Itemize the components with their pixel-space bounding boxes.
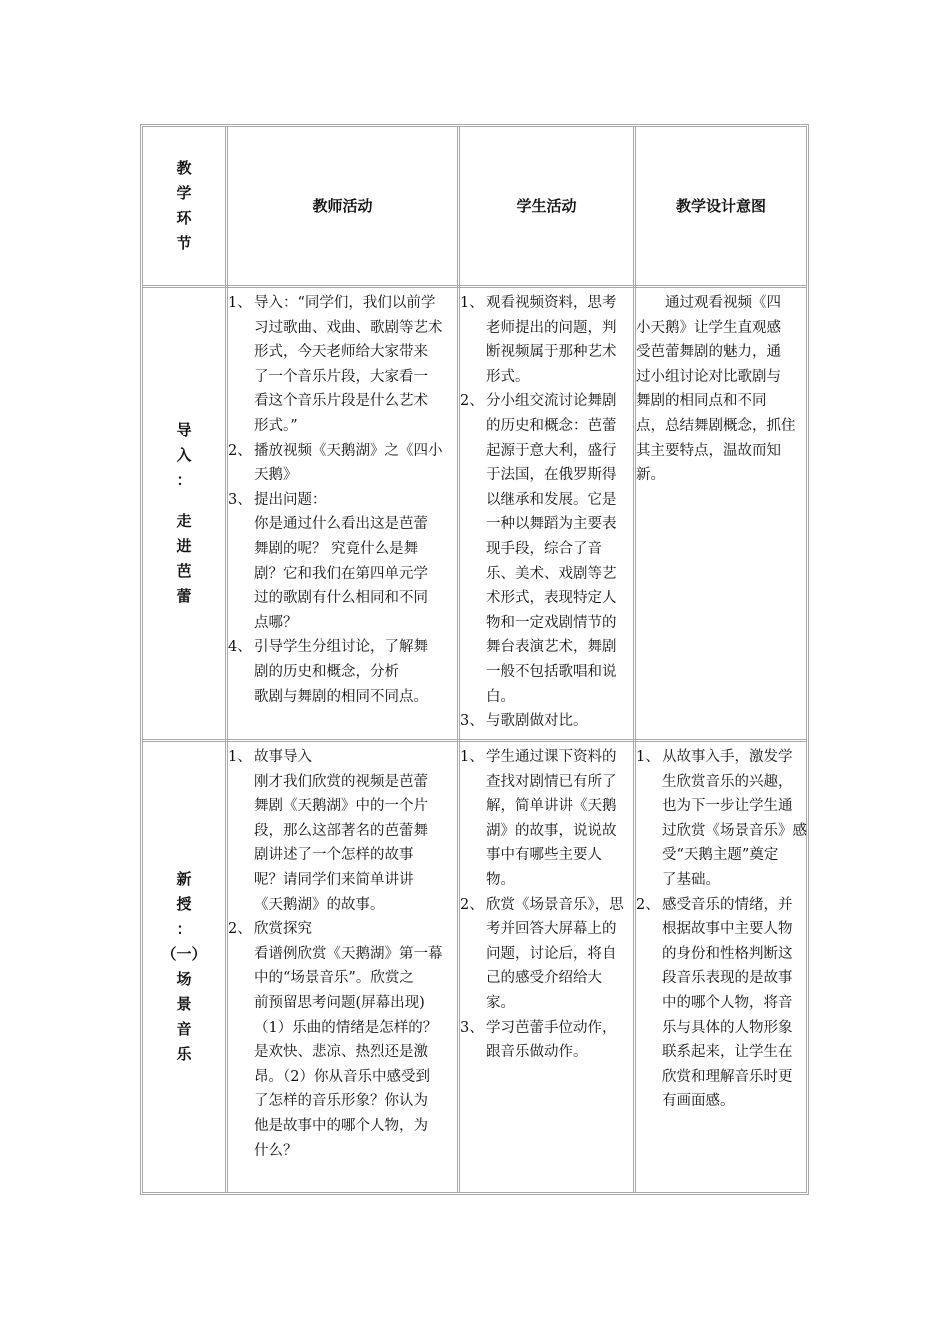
text-line [228,512,457,537]
stage-char: 走 [176,512,192,530]
line-text: 术形式，表现特定人 [486,590,617,607]
line-text: 学习芭蕾手位动作， [486,1019,617,1036]
row1-student-cell [460,291,633,734]
text-line [228,635,457,660]
row2-teacher-cell [228,745,457,1163]
line-text: 了一个音乐片段，大家看一 [254,368,428,385]
text-line: 通过观看视频《四 [636,295,781,311]
text-line [636,794,808,819]
line-text: 也为下一步让学生通 [662,798,793,815]
line-text: 根据故事中主要人物 [662,921,793,938]
line-text: 学生通过课下资料的 [486,749,617,765]
line-text: 欣赏探究 [254,921,312,938]
row-divider [143,739,806,742]
line-text: 是欢快、悲凉、热烈还是激 [254,1044,428,1061]
line-text: 形式。” [254,417,298,434]
text-line [636,843,808,868]
item-number: 2、 [460,393,484,410]
line-text: 物。 [486,871,515,888]
text-line [228,488,457,513]
text-line: 点，总结舞剧概念，抓住 [636,417,796,434]
line-text: 形式，今天老师给大家带来 [254,344,428,361]
stage-char: 景 [176,995,192,1013]
header-teacher-cell [228,127,457,285]
text-line [228,316,457,341]
line-text: 舞剧的呢？ 究竟什么是舞 [254,540,419,557]
line-text: 段音乐表现的是故事 [662,970,793,987]
line-text: 中的“场景音乐”。欣赏之 [254,970,414,987]
stage-char: （一） [161,945,207,963]
line-text: 生欣赏音乐的兴趣， [662,773,793,790]
line-text: 湖》的故事，说说故 [486,822,617,839]
item-number: 1、 [228,749,252,765]
item-number: 1、 [460,749,484,765]
text-line [460,709,633,734]
text-line [228,966,457,991]
line-text: 引导学生分组讨论，了解舞 [254,639,428,656]
line-text: 了基础。 [662,871,720,888]
line-text: 段，那么这部著名的芭蕾舞 [254,822,428,839]
text-line [460,685,633,710]
stage-char: 入 [176,446,192,464]
text-line [636,1065,808,1090]
line-text: 中的哪个人物，将音 [662,994,793,1011]
text-line [228,991,457,1016]
text-line [460,794,633,819]
line-text: 剧的历史和概念，分析 [254,663,399,680]
header-teacher-label: 教师活动 [312,196,373,215]
line-text: 他是故事中的哪个人物，为 [254,1117,428,1134]
line-text: 考并回答大屏幕上的 [486,921,617,938]
line-text: 白。 [486,688,515,705]
text-line: 舞剧的相同点和不同 [636,393,767,410]
line-text: 剧？它和我们在第四单元学 [254,565,428,582]
line-text: 感受音乐的情绪，并 [662,896,793,913]
header-intent-cell [636,127,806,285]
text-line [228,1139,457,1164]
line-text: 以继承和发展。它是 [486,491,617,508]
text-line [460,291,633,316]
text-line: 过小组讨论对比歌剧与 [636,368,781,385]
text-line [228,745,457,770]
stage-char: ： [176,471,192,489]
line-text: 舞剧《天鹅湖》中的一个片 [254,798,428,815]
text-line [460,868,633,893]
text-line [636,966,808,991]
text-line [460,991,633,1016]
text-line [460,340,633,365]
line-text: 天鹅》 [254,467,298,484]
item-number: 1、 [228,295,252,311]
header-stage-char: 学 [176,184,192,202]
stage-char: 蕾 [176,587,192,605]
line-text: 过欣赏《场景音乐》感 [662,822,807,839]
item-number: 3、 [228,491,252,508]
text-line [636,917,808,942]
stage-char: 新 [176,870,192,888]
text-line: 其主要特点，温故而知 [636,442,781,459]
line-text: 点哪？ [254,614,298,631]
line-text: 跟音乐做动作。 [486,1044,588,1061]
text-line [228,537,457,562]
text-line [228,660,457,685]
text-line [460,917,633,942]
line-text: 歌剧与舞剧的相同不同点。 [254,688,428,705]
text-line [460,389,633,414]
line-text: 导入：“同学们，我们以前学 [254,295,436,311]
stage-char: 导 [176,421,192,439]
text-line [228,291,457,316]
text-line [460,586,633,611]
text-line [228,868,457,893]
text-line: 受芭蕾舞剧的魅力，通 [636,344,781,361]
line-text: 形式。 [486,368,530,385]
line-text: 欣赏《场景音乐》，思 [486,896,624,913]
row1-teacher-cell [228,291,457,709]
row1-stage-cell [143,288,225,739]
text-line [460,463,633,488]
line-text: 故事导入 [254,749,312,765]
text-line [636,893,808,918]
header-stage-char: 教 [176,159,192,177]
line-text: 受“天鹅主题”奠定 [662,847,779,864]
text-line [460,819,633,844]
line-text: 的身份和性格判断这 [662,945,793,962]
line-text: 了怎样的音乐形象？你认为 [254,1093,428,1110]
stage-char: 音 [176,1020,192,1038]
line-text: 乐、美术、戏剧等艺 [486,565,617,582]
text-line [228,1065,457,1090]
text-line [636,1016,808,1041]
header-student-label: 学生活动 [516,196,577,215]
line-text: 一种以舞蹈为主要表 [486,516,617,533]
text-line [636,868,808,893]
line-text: 家。 [486,994,515,1011]
line-text: 的历史和概念：芭蕾 [486,417,617,434]
text-line [460,843,633,868]
item-number: 2、 [228,921,252,938]
line-text: 舞台表演艺术，舞剧 [486,639,617,656]
line-text: 什么？ [254,1142,298,1159]
text-line [460,439,633,464]
stage-char: ： [176,920,192,938]
text-line [460,893,633,918]
text-line [228,463,457,488]
stage-char: 进 [176,537,192,555]
text-line [228,340,457,365]
text-line [228,1089,457,1114]
line-text: 播放视频《天鹅湖》之《四小 [254,442,443,459]
item-number: 3、 [460,1019,484,1036]
line-text: （1）乐曲的情绪是怎样的？ [254,1019,438,1036]
line-text: 看谱例欣赏《天鹅湖》第一幕 [254,945,443,962]
header-intent-label: 教学设计意图 [675,196,766,215]
item-number: 2、 [460,896,484,913]
text-line [460,1016,633,1041]
item-number: 2、 [228,442,252,459]
line-text: 现手段，综合了音 [486,540,602,557]
text-line [228,1016,457,1041]
stage-char: 乐 [176,1045,192,1063]
line-text: 解，简单讲讲《天鹅 [486,798,617,815]
row2-stage-cell [143,742,225,1192]
line-text: 于法国，在俄罗斯得 [486,467,617,484]
line-text: 断视频属于那种艺术 [486,344,617,361]
text-line [228,586,457,611]
line-text: 过的歌剧有什么相同和不同 [254,590,428,607]
item-number: 2、 [636,896,660,913]
line-text: 刚才我们欣赏的视频是芭蕾 [254,773,428,790]
line-text: 你是通过什么看出这是芭蕾 [254,516,428,533]
text-line [228,819,457,844]
line-text: 呢？请同学们来简单讲讲 [254,871,414,888]
text-line [460,537,633,562]
line-text: 问题，讨论后，将自 [486,945,617,962]
line-text: 起源于意大利，盛行 [486,442,617,459]
item-number: 4、 [228,639,252,656]
text-line [636,770,808,795]
text-line [228,942,457,967]
text-line [228,843,457,868]
line-text: 前预留思考问题(屏幕出现) [254,994,425,1011]
line-text: 有画面感。 [662,1093,735,1110]
text-line [460,414,633,439]
stage-char: 芭 [176,562,192,580]
text-line [460,635,633,660]
line-text: 联系起来，让学生在 [662,1044,793,1061]
item-number: 1、 [636,749,660,765]
text-line [228,611,457,636]
text-line [228,685,457,710]
text-line [460,745,633,770]
lesson-plan-table [140,124,809,1195]
text-line [228,562,457,587]
text-line [460,488,633,513]
line-text: 看这个音乐片段是什么艺术 [254,393,428,410]
text-line [228,1114,457,1139]
line-text: 从故事入手，激发学 [662,749,793,765]
row1-intent-cell [636,291,808,488]
line-text: 事中有哪些主要人 [486,847,602,864]
header-stage-cell [143,127,225,285]
text-line [460,942,633,967]
line-text: 提出问题： [254,491,327,508]
text-line [460,512,633,537]
text-line [636,819,808,844]
line-text: 己的感受介绍给大 [486,970,602,987]
text-line [460,1040,633,1065]
text-line [636,991,808,1016]
text-line [460,316,633,341]
header-student-cell [460,127,633,285]
text-line: 小天鹅》让学生直观感 [636,319,781,336]
line-text: 老师提出的问题，判 [486,319,617,336]
text-line [228,389,457,414]
row2-intent-cell [636,745,808,1114]
line-text: 欣赏和理解音乐时更 [662,1068,793,1085]
text-line [460,365,633,390]
text-line [228,794,457,819]
line-text: 一般不包括歌唱和说 [486,663,617,680]
item-number: 3、 [460,713,484,730]
text-line [228,770,457,795]
line-text: 与歌剧做对比。 [486,713,588,730]
line-text: 查找对剧情已有所了 [486,773,617,790]
text-line [228,1040,457,1065]
text-line [460,611,633,636]
text-line [636,1040,808,1065]
text-line [228,439,457,464]
line-text: 观看视频资料，思考 [486,295,617,311]
text-line [460,562,633,587]
text-line [228,893,457,918]
text-line [228,365,457,390]
text-line [228,917,457,942]
line-text: 乐与具体的人物形象 [662,1019,793,1036]
item-number: 1、 [460,295,484,311]
text-line [460,770,633,795]
line-text: 昂。（2）你从音乐中感受到 [254,1068,430,1085]
line-text: 物和一定戏剧情节的 [486,614,617,631]
header-stage-char: 环 [176,209,192,227]
text-line [636,942,808,967]
stage-char: 场 [176,970,192,988]
text-line [636,1089,808,1114]
text-line: 新。 [636,467,665,484]
text-line [460,966,633,991]
text-line [636,745,808,770]
text-line [460,660,633,685]
row-divider [143,285,806,288]
row2-student-cell [460,745,633,1065]
text-line [228,414,457,439]
line-text: 分小组交流讨论舞剧 [486,393,617,410]
header-stage-char: 节 [176,234,192,252]
line-text: 剧讲述了一个怎样的故事 [254,847,414,864]
line-text: 《天鹅湖》的故事。 [254,896,385,913]
stage-char: 授 [176,895,192,913]
line-text: 习过歌曲、戏曲、歌剧等艺术 [254,319,443,336]
